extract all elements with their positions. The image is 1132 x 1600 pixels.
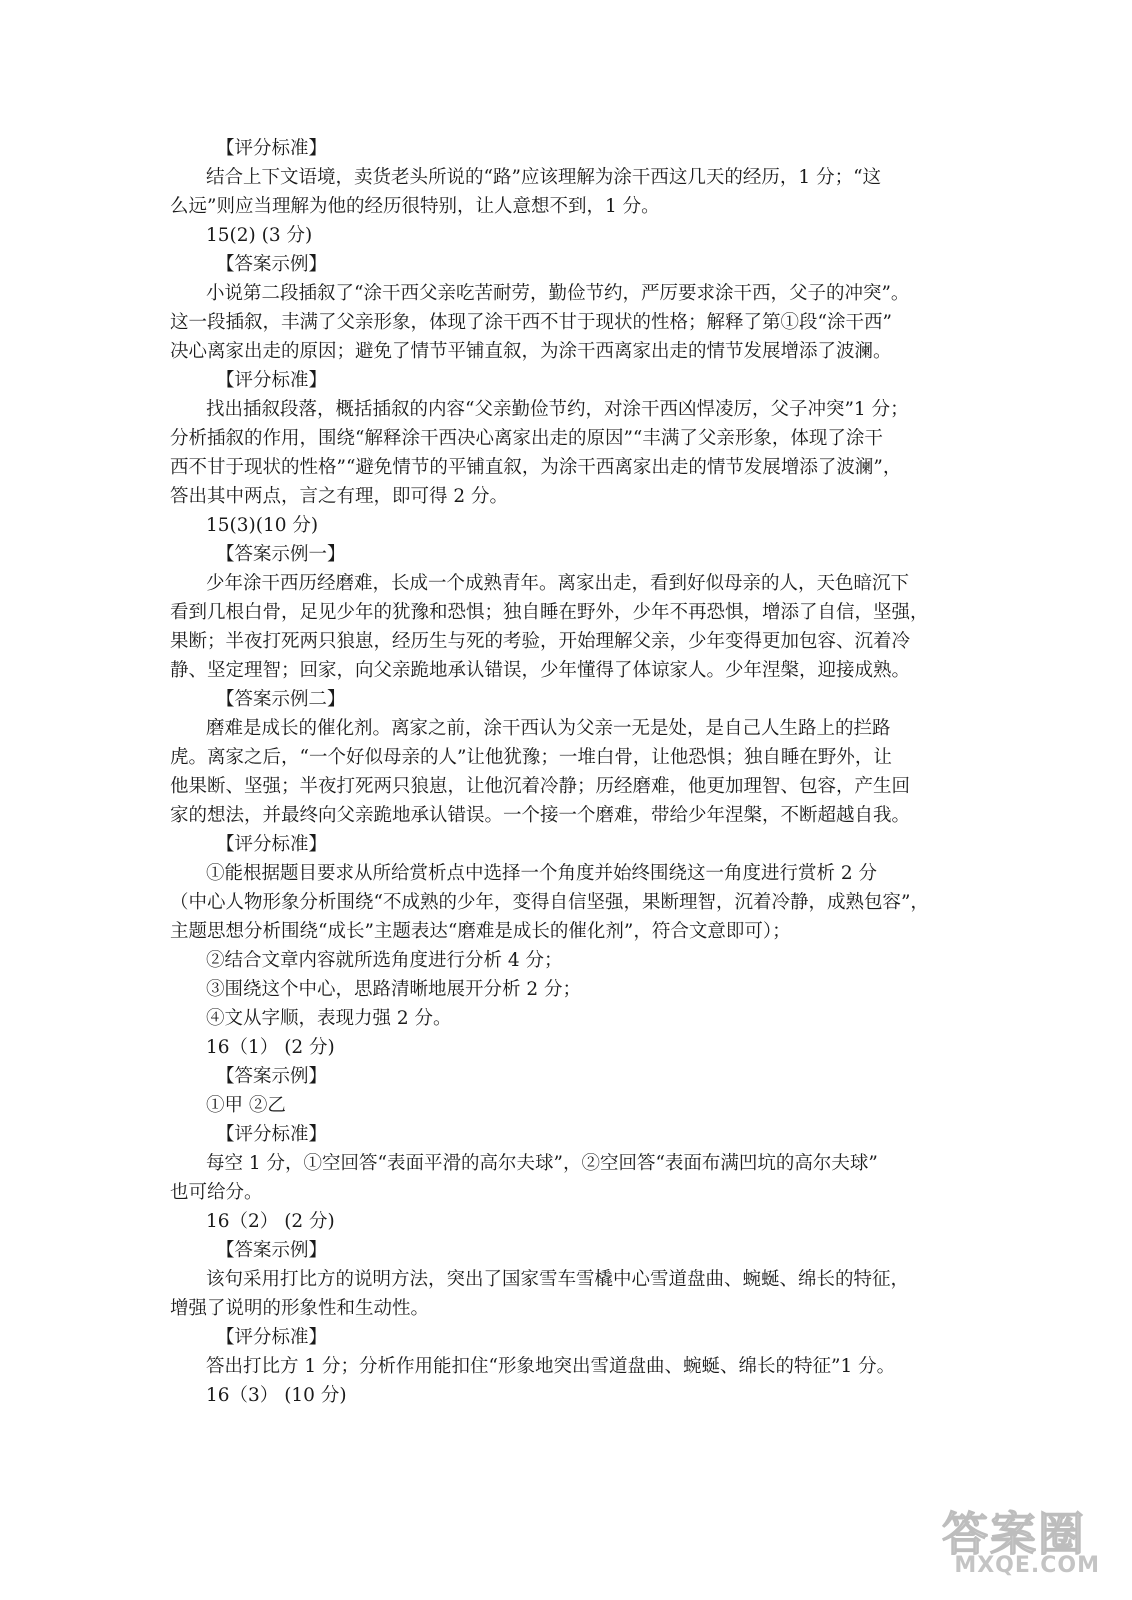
- text-line: 也可给分。: [170, 1182, 263, 1203]
- text-line: ③围绕这个中心，思路清晰地展开分析 2 分；: [206, 979, 582, 1000]
- watermark: [904, 1498, 1104, 1578]
- text-line: 主题思想分析围绕“成长”主题表达“磨难是成长的催化剂”，符合文意即可）；: [170, 921, 791, 942]
- text-line: 磨难是成长的催化剂。离家之前，涂干西认为父亲一无是处，是自己人生路上的拦路: [206, 718, 891, 739]
- text-line: 16（3） (10 分): [206, 1385, 347, 1406]
- text-line: 这一段插叙，丰满了父亲形象，体现了涂干西不甘于现状的性格；解释了第①段“涂干西”: [170, 312, 892, 333]
- text-line: 静、坚定理智；回家，向父亲跪地承认错误，少年懂得了体谅家人。少年涅槃，迎接成熟。: [170, 660, 911, 681]
- text-line: （中心人物形象分析围绕“不成熟的少年，变得自信坚强，果断理智，沉着冷静，成熟包容”，: [170, 892, 929, 913]
- text-line: 答出其中两点，言之有理，即可得 2 分。: [170, 486, 509, 507]
- text-line: 么远”则应当理解为他的经历很特别，让人意想不到，1 分。: [170, 196, 660, 217]
- text-line: 15(3)(10 分): [206, 515, 319, 536]
- section-heading: 【答案示例】: [216, 1066, 328, 1087]
- text-line: 结合上下文语境，卖货老头所说的“路”应该理解为涂干西这几天的经历，1 分；“这: [206, 167, 882, 188]
- document-page: [170, 134, 950, 1410]
- text-line: 小说第二段插叙了“涂干西父亲吃苦耐劳，勤俭节约，严厉要求涂干西，父子的冲突”。: [206, 283, 910, 304]
- text-line: 西不甘于现状的性格”“避免情节的平铺直叙，为涂干西离家出走的情节发展增添了波澜”，: [170, 457, 902, 478]
- section-heading: 【答案示例一】: [216, 544, 346, 565]
- text-line: 找出插叙段落，概括插叙的内容“父亲勤俭节约，对涂干西凶悍凌厉，父子冲突”1 分；: [206, 399, 909, 420]
- section-heading: 【答案示例二】: [216, 689, 346, 710]
- text-line: 虎。离家之后，“一个好似母亲的人”让他犹豫；一堆白骨，让他恐惧；独自睡在野外，让: [170, 747, 892, 768]
- text-line: 15(2) (3 分): [206, 225, 313, 246]
- text-line: ①甲 ②乙: [206, 1095, 286, 1116]
- text-line: 16（1） (2 分): [206, 1037, 335, 1058]
- text-line: ②结合文章内容就所选角度进行分析 4 分；: [206, 950, 563, 971]
- text-line: 果断；半夜打死两只狼崽，经历生与死的考验，开始理解父亲，少年变得更加包容、沉着冷: [170, 631, 911, 652]
- text-line: ①能根据题目要求从所给赏析点中选择一个角度并始终围绕这一角度进行赏析 2 分: [206, 863, 878, 884]
- watermark-url: MXQE.COM: [954, 1553, 1100, 1578]
- text-line: 每空 1 分，①空回答“表面平滑的高尔夫球”，②空回答“表面布满凹坑的高尔夫球”: [206, 1153, 878, 1174]
- text-line: 少年涂干西历经磨难，长成一个成熟青年。离家出走，看到好似母亲的人，天色暗沉下: [206, 573, 910, 594]
- section-heading: 【答案示例】: [216, 1240, 328, 1261]
- section-heading: 【评分标准】: [216, 1124, 328, 1145]
- section-heading: 【答案示例】: [216, 254, 328, 275]
- section-heading: 【评分标准】: [216, 834, 328, 855]
- text-line: 决心离家出走的原因；避免了情节平铺直叙，为涂干西离家出走的情节发展增添了波澜。: [170, 341, 892, 362]
- section-heading: 【评分标准】: [216, 1327, 328, 1348]
- text-line: 分析插叙的作用，围绕“解释涂干西决心离家出走的原因”“丰满了父亲形象，体现了涂干: [170, 428, 883, 449]
- text-line: 增强了说明的形象性和生动性。: [170, 1298, 430, 1319]
- text-line: 答出打比方 1 分；分析作用能扣住“形象地突出雪道盘曲、蜿蜒、绵长的特征”1 分。: [206, 1356, 896, 1377]
- text-line: 家的想法，并最终向父亲跪地承认错误。一个接一个磨难，带给少年涅槃，不断超越自我。: [170, 805, 911, 826]
- text-line: ④文从字顺，表现力强 2 分。: [206, 1008, 452, 1029]
- section-heading: 【评分标准】: [216, 138, 328, 159]
- text-line: 16（2） (2 分): [206, 1211, 335, 1232]
- watermark-logo: 答案圈: [942, 1507, 1086, 1561]
- section-heading: 【评分标准】: [216, 370, 328, 391]
- text-line: 该句采用打比方的说明方法，突出了国家雪车雪橇中心雪道盘曲、蜿蜒、绵长的特征，: [206, 1269, 910, 1290]
- text-line: 看到几根白骨，足见少年的犹豫和恐惧；独自睡在野外，少年不再恐惧，增添了自信，坚强，: [170, 602, 929, 623]
- text-line: 他果断、坚强；半夜打死两只狼崽，让他沉着冷静；历经磨难，他更加理智、包容，产生回: [170, 776, 911, 797]
